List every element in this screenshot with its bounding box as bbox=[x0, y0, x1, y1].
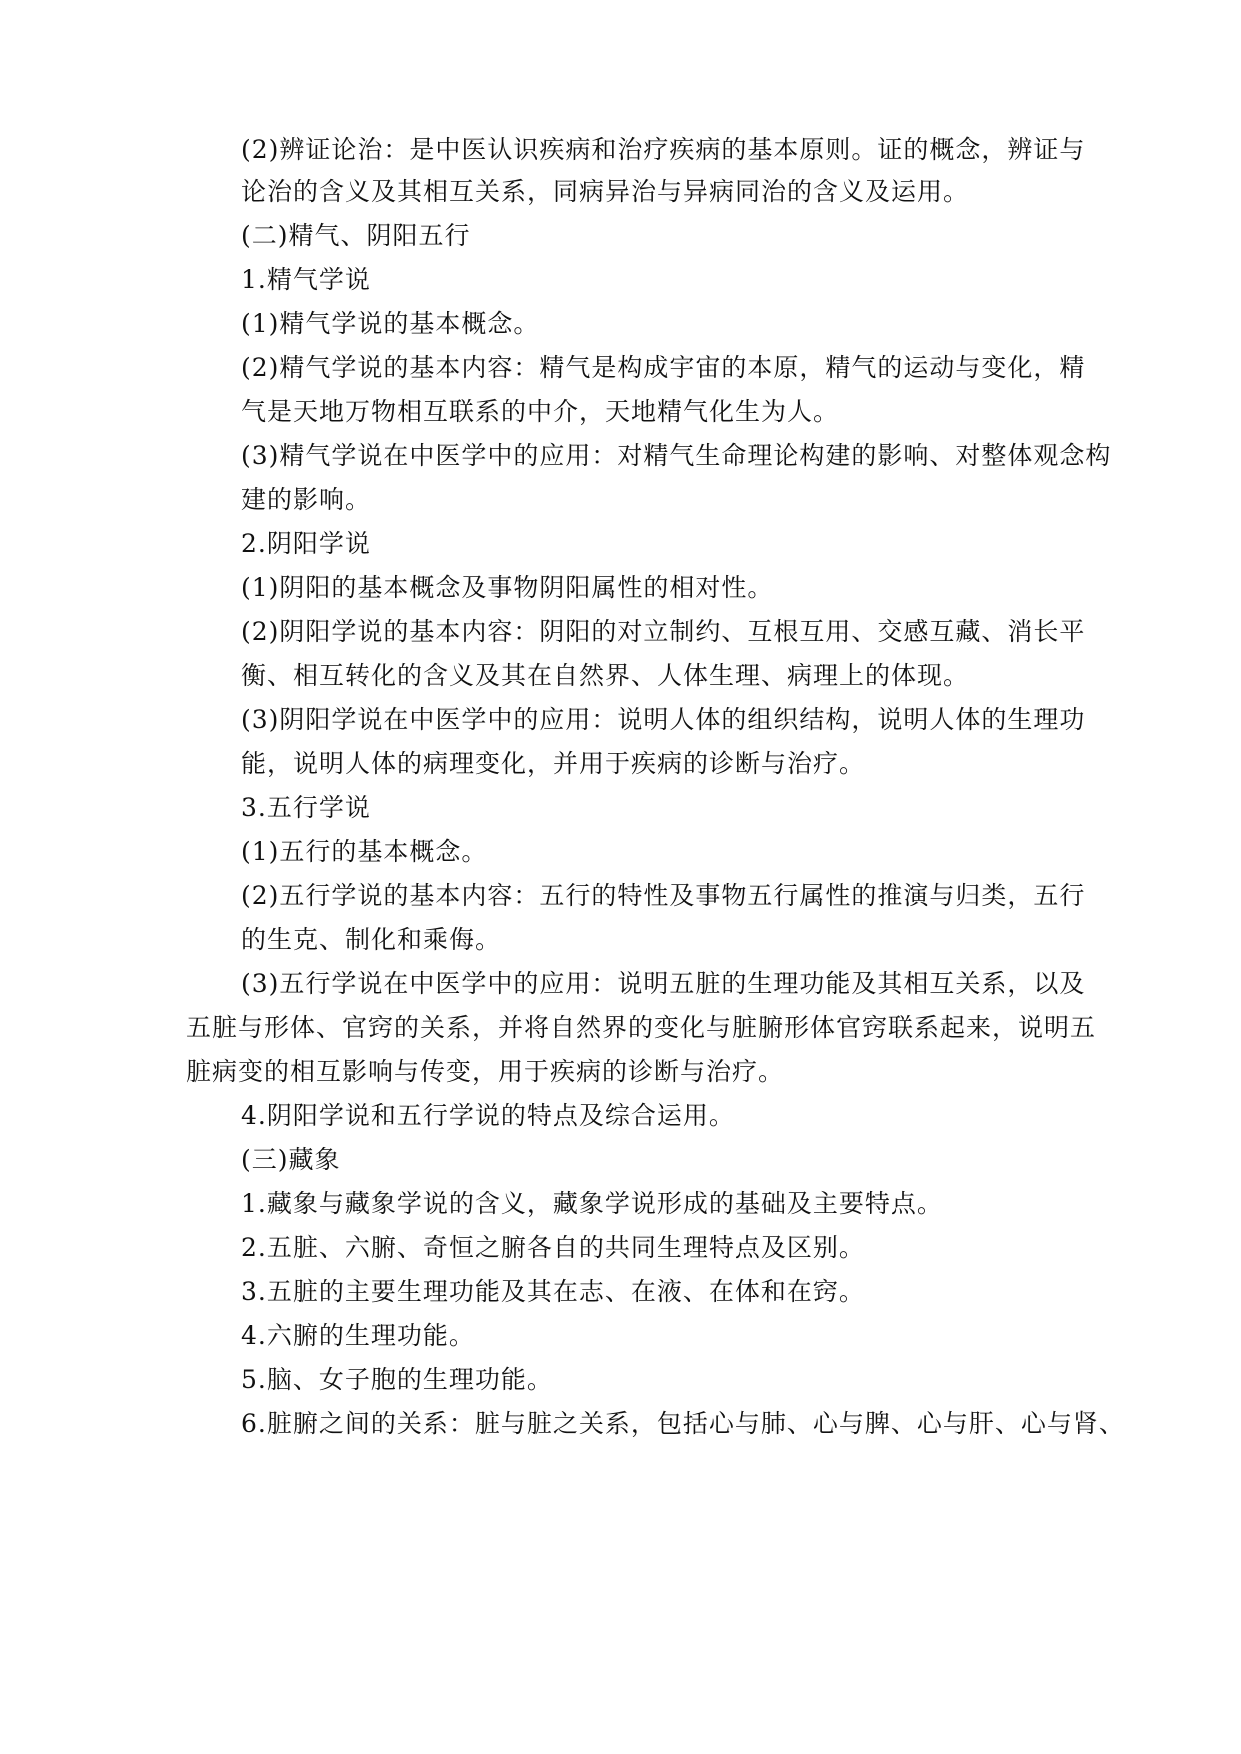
section-heading: (二)精气、阴阳五行 bbox=[241, 221, 471, 250]
text-line: (2)阴阳学说的基本内容：阴阳的对立制约、互根互用、交感互藏、消长平 bbox=[241, 617, 1086, 646]
text-line: (2)五行学说的基本内容：五行的特性及事物五行属性的推演与归类，五行 bbox=[241, 881, 1086, 910]
text-line: 气是天地万物相互联系的中介，天地精气化生为人。 bbox=[241, 397, 840, 426]
text-line: 论治的含义及其相互关系，同病异治与异病同治的含义及运用。 bbox=[241, 177, 970, 206]
text-line: 5.脑、女子胞的生理功能。 bbox=[241, 1365, 553, 1394]
text-line: (2)辨证论治：是中医认识疾病和治疗疾病的基本原则。证的概念，辨证与 bbox=[241, 135, 1086, 164]
text-line: 2.五脏、六腑、奇恒之腑各自的共同生理特点及区别。 bbox=[241, 1233, 865, 1262]
subsection-heading: 2.阴阳学说 bbox=[241, 529, 371, 558]
text-line: 能，说明人体的病理变化，并用于疾病的诊断与治疗。 bbox=[241, 749, 866, 778]
text-line: 3.五脏的主要生理功能及其在志、在液、在体和在窍。 bbox=[241, 1277, 865, 1306]
text-line: 6.脏腑之间的关系：脏与脏之关系，包括心与肺、心与脾、心与肝、心与肾、 bbox=[241, 1409, 1125, 1438]
text-line: 五脏与形体、官窍的关系，并将自然界的变化与脏腑形体官窍联系起来，说明五 bbox=[186, 1013, 1097, 1042]
section-heading: (三)藏象 bbox=[241, 1145, 341, 1174]
text-line: (1)阴阳的基本概念及事物阴阳属性的相对性。 bbox=[241, 573, 774, 602]
subsection-heading: 4.阴阳学说和五行学说的特点及综合运用。 bbox=[241, 1101, 735, 1130]
text-line: (1)五行的基本概念。 bbox=[241, 837, 488, 866]
text-line: 1.藏象与藏象学说的含义，藏象学说形成的基础及主要特点。 bbox=[241, 1189, 943, 1218]
text-line: 衡、相互转化的含义及其在自然界、人体生理、病理上的体现。 bbox=[241, 661, 970, 690]
text-line: (1)精气学说的基本概念。 bbox=[241, 309, 540, 338]
text-line: 4.六腑的生理功能。 bbox=[241, 1321, 475, 1350]
text-line: 的生克、制化和乘侮。 bbox=[241, 925, 502, 954]
text-line: (3)五行学说在中医学中的应用：说明五脏的生理功能及其相互关系，以及 bbox=[241, 969, 1086, 998]
subsection-heading: 1.精气学说 bbox=[241, 265, 371, 294]
text-line: (3)精气学说在中医学中的应用：对精气生命理论构建的影响、对整体观念构 bbox=[241, 441, 1112, 470]
subsection-heading: 3.五行学说 bbox=[241, 793, 371, 822]
text-line: 建的影响。 bbox=[241, 485, 372, 514]
text-line: (3)阴阳学说在中医学中的应用：说明人体的组织结构，说明人体的生理功 bbox=[241, 705, 1086, 734]
text-line: 脏病变的相互影响与传变，用于疾病的诊断与治疗。 bbox=[186, 1057, 785, 1086]
text-line: (2)精气学说的基本内容：精气是构成宇宙的本原，精气的运动与变化，精 bbox=[241, 353, 1086, 382]
